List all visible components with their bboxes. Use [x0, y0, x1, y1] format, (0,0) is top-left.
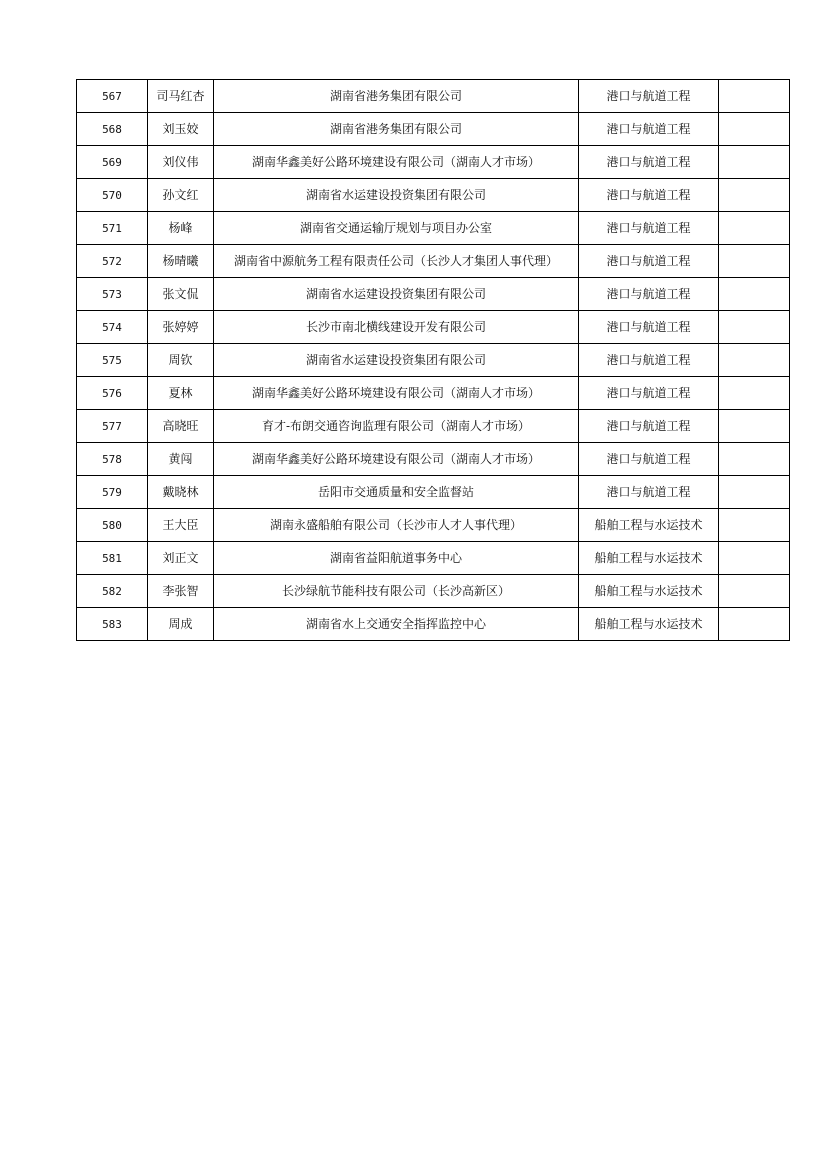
remark-cell: [719, 80, 790, 113]
specialty-cell: 船舶工程与水运技术: [579, 542, 719, 575]
person-name-cell: 戴晓林: [148, 476, 214, 509]
remark-cell: [719, 278, 790, 311]
table-row: [77, 509, 790, 542]
row-number-cell: 576: [77, 377, 148, 410]
person-name-cell: 杨晴曦: [148, 245, 214, 278]
row-number-cell: 568: [77, 113, 148, 146]
specialty-cell: 港口与航道工程: [579, 80, 719, 113]
person-name-cell: 司马红杏: [148, 80, 214, 113]
table-row: [77, 410, 790, 443]
remark-cell: [719, 377, 790, 410]
person-name-cell: 周钦: [148, 344, 214, 377]
remark-cell: [719, 542, 790, 575]
remark-cell: [719, 443, 790, 476]
remark-cell: [719, 311, 790, 344]
table-row: [77, 575, 790, 608]
table-row: [77, 245, 790, 278]
employer-cell: 湖南华鑫美好公路环境建设有限公司（湖南人才市场）: [214, 443, 579, 476]
person-name-cell: 刘正文: [148, 542, 214, 575]
roster-sheet: [76, 79, 789, 641]
person-name-cell: 刘仪伟: [148, 146, 214, 179]
row-number-cell: 579: [77, 476, 148, 509]
row-number-cell: 577: [77, 410, 148, 443]
person-name-cell: 张婷婷: [148, 311, 214, 344]
row-number-cell: 575: [77, 344, 148, 377]
table-row: [77, 212, 790, 245]
person-name-cell: 刘玉姣: [148, 113, 214, 146]
person-name-cell: 夏林: [148, 377, 214, 410]
remark-cell: [719, 410, 790, 443]
table-row: [77, 311, 790, 344]
specialty-cell: 港口与航道工程: [579, 212, 719, 245]
specialty-cell: 港口与航道工程: [579, 245, 719, 278]
table-row: [77, 113, 790, 146]
specialty-cell: 港口与航道工程: [579, 344, 719, 377]
specialty-cell: 船舶工程与水运技术: [579, 575, 719, 608]
employer-cell: 育才-布朗交通咨询监理有限公司（湖南人才市场）: [214, 410, 579, 443]
employer-cell: 湖南省交通运输厅规划与项目办公室: [214, 212, 579, 245]
employer-cell: 湖南省水运建设投资集团有限公司: [214, 344, 579, 377]
remark-cell: [719, 212, 790, 245]
employer-cell: 湖南省中源航务工程有限责任公司（长沙人才集团人事代理）: [214, 245, 579, 278]
specialty-cell: 港口与航道工程: [579, 443, 719, 476]
table-row: [77, 542, 790, 575]
remark-cell: [719, 146, 790, 179]
specialty-cell: 港口与航道工程: [579, 278, 719, 311]
specialty-cell: 港口与航道工程: [579, 179, 719, 212]
specialty-cell: 港口与航道工程: [579, 476, 719, 509]
employer-cell: 湖南省水运建设投资集团有限公司: [214, 179, 579, 212]
employer-cell: 湖南永盛船舶有限公司（长沙市人才人事代理）: [214, 509, 579, 542]
remark-cell: [719, 113, 790, 146]
table-row: [77, 608, 790, 641]
table-row: [77, 179, 790, 212]
table-row: [77, 476, 790, 509]
row-number-cell: 572: [77, 245, 148, 278]
table-row: [77, 146, 790, 179]
specialty-cell: 港口与航道工程: [579, 410, 719, 443]
employer-cell: 湖南华鑫美好公路环境建设有限公司（湖南人才市场）: [214, 146, 579, 179]
person-name-cell: 李张智: [148, 575, 214, 608]
table-row: [77, 278, 790, 311]
remark-cell: [719, 344, 790, 377]
table-row: [77, 80, 790, 113]
employer-cell: 长沙绿航节能科技有限公司（长沙高新区）: [214, 575, 579, 608]
table-row: [77, 377, 790, 410]
employer-cell: 湖南省港务集团有限公司: [214, 113, 579, 146]
person-name-cell: 杨峰: [148, 212, 214, 245]
specialty-cell: 港口与航道工程: [579, 377, 719, 410]
specialty-cell: 港口与航道工程: [579, 113, 719, 146]
row-number-cell: 580: [77, 509, 148, 542]
remark-cell: [719, 245, 790, 278]
row-number-cell: 569: [77, 146, 148, 179]
employer-cell: 长沙市南北横线建设开发有限公司: [214, 311, 579, 344]
row-number-cell: 581: [77, 542, 148, 575]
person-name-cell: 王大臣: [148, 509, 214, 542]
remark-cell: [719, 476, 790, 509]
person-name-cell: 黄闯: [148, 443, 214, 476]
specialty-cell: 港口与航道工程: [579, 311, 719, 344]
row-number-cell: 573: [77, 278, 148, 311]
row-number-cell: 578: [77, 443, 148, 476]
person-name-cell: 高晓旺: [148, 410, 214, 443]
employer-cell: 岳阳市交通质量和安全监督站: [214, 476, 579, 509]
person-name-cell: 孙文红: [148, 179, 214, 212]
row-number-cell: 571: [77, 212, 148, 245]
roster-table: [76, 79, 790, 641]
person-name-cell: 张文侃: [148, 278, 214, 311]
employer-cell: 湖南省益阳航道事务中心: [214, 542, 579, 575]
remark-cell: [719, 509, 790, 542]
employer-cell: 湖南省水上交通安全指挥监控中心: [214, 608, 579, 641]
row-number-cell: 574: [77, 311, 148, 344]
row-number-cell: 582: [77, 575, 148, 608]
specialty-cell: 船舶工程与水运技术: [579, 509, 719, 542]
employer-cell: 湖南省港务集团有限公司: [214, 80, 579, 113]
employer-cell: 湖南华鑫美好公路环境建设有限公司（湖南人才市场）: [214, 377, 579, 410]
roster-table-body: [77, 80, 790, 641]
employer-cell: 湖南省水运建设投资集团有限公司: [214, 278, 579, 311]
row-number-cell: 583: [77, 608, 148, 641]
remark-cell: [719, 608, 790, 641]
specialty-cell: 船舶工程与水运技术: [579, 608, 719, 641]
remark-cell: [719, 179, 790, 212]
remark-cell: [719, 575, 790, 608]
specialty-cell: 港口与航道工程: [579, 146, 719, 179]
table-row: [77, 344, 790, 377]
row-number-cell: 567: [77, 80, 148, 113]
person-name-cell: 周成: [148, 608, 214, 641]
table-row: [77, 443, 790, 476]
row-number-cell: 570: [77, 179, 148, 212]
